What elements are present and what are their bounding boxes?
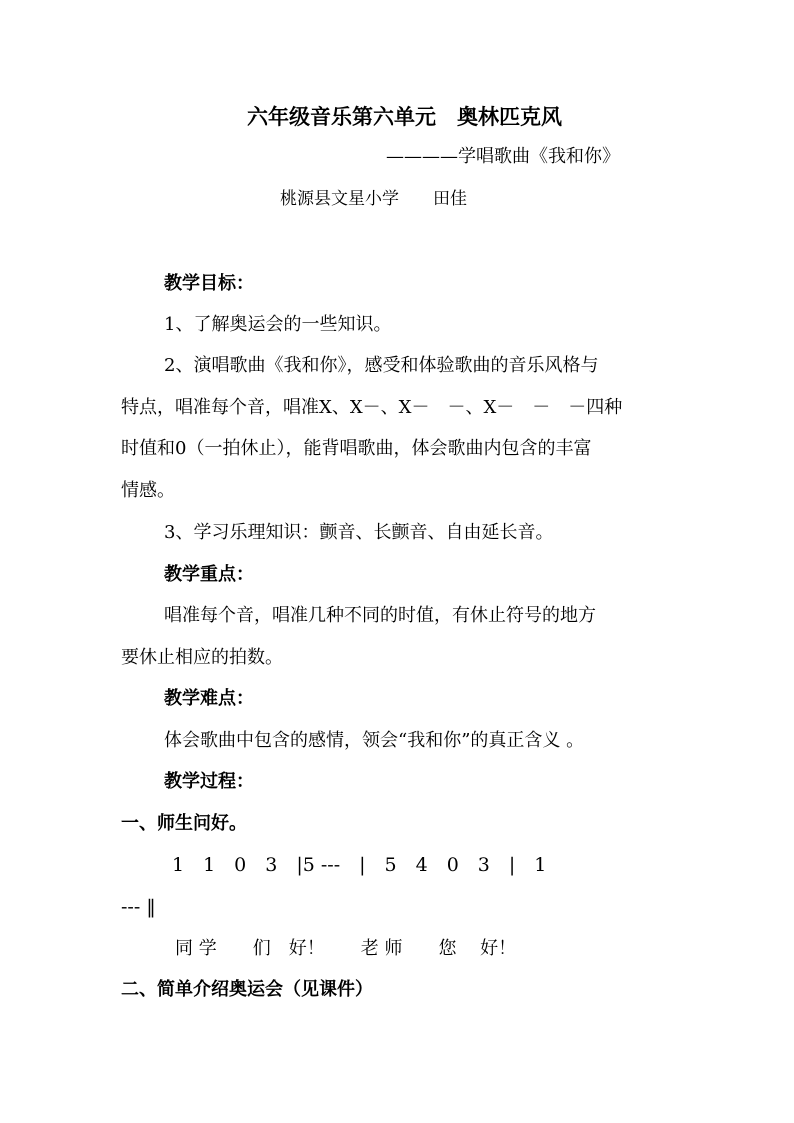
key-points-line-1: 唱准每个音，唱准几种不同的时值，有休止符号的地方	[164, 605, 596, 626]
process-heading: 教学过程：	[164, 771, 254, 792]
process-step-1: 一、师生问好。	[121, 813, 247, 834]
goals-line-2a: 2、演唱歌曲《我和你》，感受和体验歌曲的音乐风格与	[164, 355, 599, 376]
song-lyrics: 同 学 们 好！ 老 师 您 好！	[175, 938, 517, 959]
goals-heading: 教学目标：	[164, 273, 254, 294]
document-title: 六年级音乐第六单元 奥林匹克风	[247, 105, 562, 129]
process-step-2: 二、简单介绍奥运会（见课件）	[121, 979, 373, 1000]
key-points-heading: 教学重点：	[164, 564, 254, 585]
document-subtitle: ————学唱歌曲《我和你》	[386, 146, 620, 167]
difficulties-heading: 教学难点：	[164, 688, 254, 709]
goals-line-2c: 时值和0（一拍休止），能背唱歌曲，体会歌曲内包含的丰富	[121, 438, 592, 459]
music-notation-line-2: --- ‖	[121, 896, 156, 918]
music-notation-line-1: 1 1 0 3 |5 --- | 5 4 0 3 | 1	[172, 854, 547, 876]
difficulties-line-1: 体会歌曲中包含的感情，领会“我和你”的真正含义 。	[164, 730, 585, 751]
author-line: 桃源县文星小学 田佳	[280, 189, 467, 209]
key-points-line-2: 要休止相应的拍数。	[121, 647, 283, 668]
goals-line-3: 3、学习乐理知识：颤音、长颤音、自由延长音。	[164, 522, 554, 543]
goals-line-2d: 情感。	[121, 480, 175, 501]
goals-line-2b: 特点，唱准每个音，唱准X、X－、X－ －、X－ － －四种	[121, 397, 623, 418]
goals-line-1: 1、了解奥运会的一些知识。	[164, 314, 392, 335]
